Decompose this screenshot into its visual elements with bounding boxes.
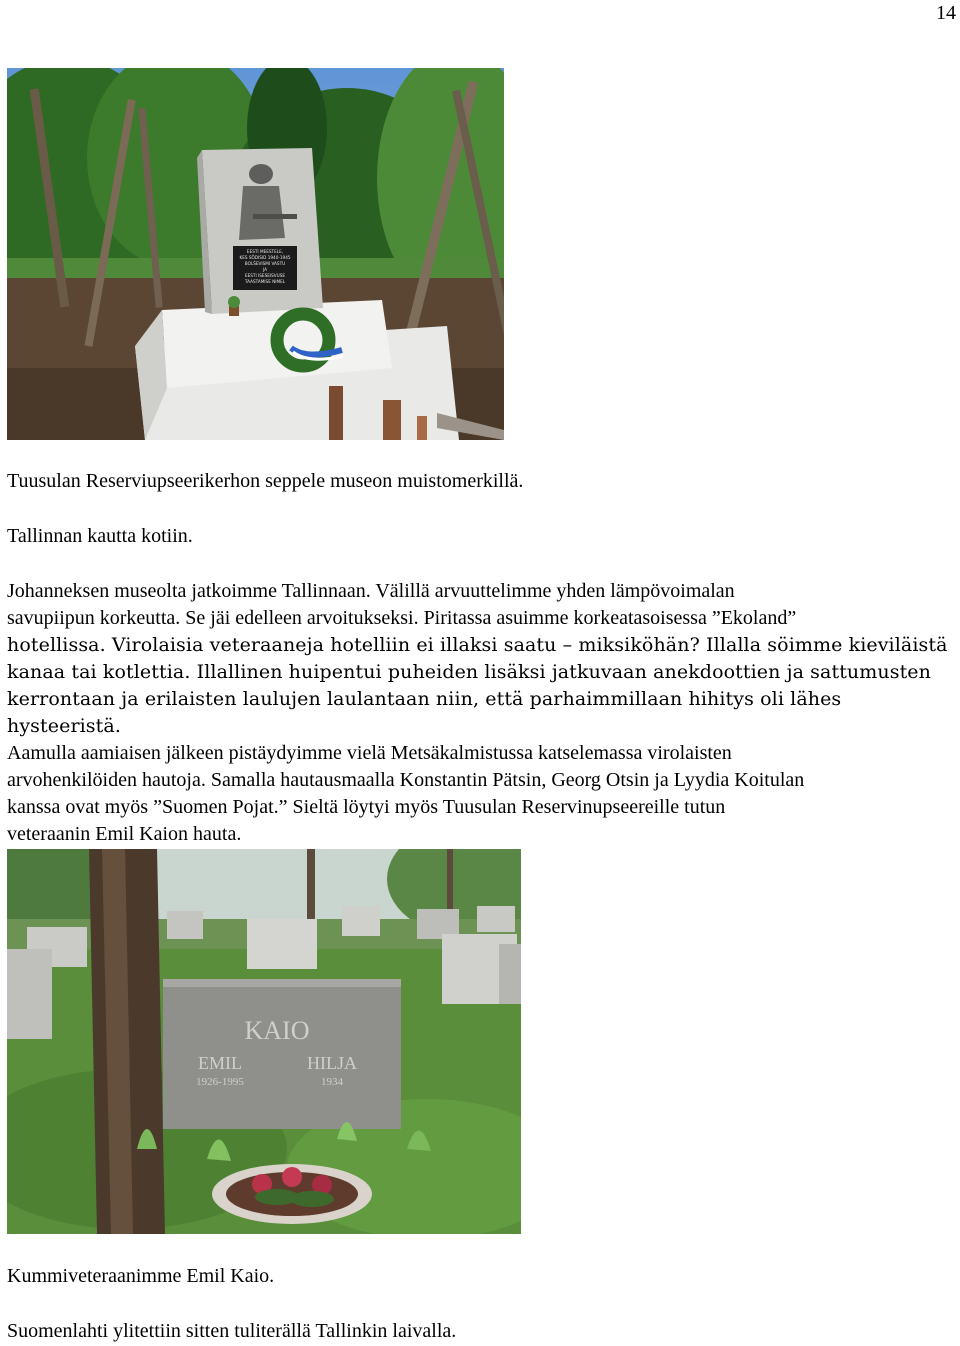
svg-text:1934: 1934 <box>321 1076 343 1088</box>
paragraph-line: hotellissa. Virolaisia veteraaneja hotelliin ei illaksi saatu – miksiköhän? Illalla söimme kieviläistä <box>7 634 948 656</box>
paragraph-line: Aamulla aamiaisen jälkeen pistäydyimme vielä Metsäkalmistussa katselemassa virolaisten <box>7 742 732 764</box>
svg-text:EMIL: EMIL <box>198 1053 242 1073</box>
closing-text: Suomenlahti ylitettiin sitten tuliterällä Tallinkin laivalla. <box>7 1320 457 1342</box>
monument-photo <box>7 68 504 440</box>
svg-text:KES SÕDISID 1940-1945: KES SÕDISID 1940-1945 <box>239 255 291 260</box>
paragraph-line: veteraanin Emil Kaion hauta. <box>7 823 242 845</box>
grave-photo <box>7 849 521 1234</box>
paragraph-line: kanssa ovat myös ”Suomen Pojat.” Sieltä löytyi myös Tuusulan Reservinupseereille tutun <box>7 796 726 818</box>
paragraph-line: savupiipun korkeutta. Se jäi edelleen arvoitukseksi. Piritassa asuimme korkeatasoisessa ”Ekoland” <box>7 607 797 629</box>
svg-text:TAASTAMISE NIMEL: TAASTAMISE NIMEL <box>244 279 286 284</box>
svg-text:HILJA: HILJA <box>307 1053 357 1073</box>
svg-text:JA: JA <box>262 267 268 272</box>
main-paragraph <box>7 578 957 848</box>
photo2-caption: Kummiveteraanimme Emil Kaio. <box>7 1265 275 1287</box>
page-number: 14 <box>936 2 956 24</box>
paragraph-line: Johanneksen museolta jatkoimme Tallinnaan. Välillä arvuuttelimme yhden lämpövoimalan <box>7 580 735 602</box>
paragraph-line: arvohenkilöiden hautoja. Samalla hautausmaalla Konstantin Pätsin, Georg Otsin ja Lyydia Koitulan <box>7 769 805 791</box>
photo1-caption: Tuusulan Reserviupseerikerhon seppele museon muistomerkillä. <box>7 470 524 492</box>
svg-text:EESTI ISESEISVUSE: EESTI ISESEISVUSE <box>244 273 286 278</box>
svg-text:EESTI MEESTELE,: EESTI MEESTELE, <box>246 249 284 254</box>
paragraph-line: kerrontaan ja erilaisten laulujen laulantaan niin, että parhaimmillaan hihitys oli lähes hysteeristä. <box>7 688 842 737</box>
svg-text:1926-1995: 1926-1995 <box>196 1076 244 1088</box>
svg-text:KAIO: KAIO <box>244 1016 310 1045</box>
section-heading: Tallinnan kautta kotiin. <box>7 525 193 547</box>
svg-text:BOLŠEVISMI VASTU: BOLŠEVISMI VASTU <box>244 261 286 266</box>
paragraph-line: kanaa tai kotlettia. Illallinen huipentui puheiden lisäksi jatkuvaan anekdoottien ja sattumusten <box>7 661 931 683</box>
